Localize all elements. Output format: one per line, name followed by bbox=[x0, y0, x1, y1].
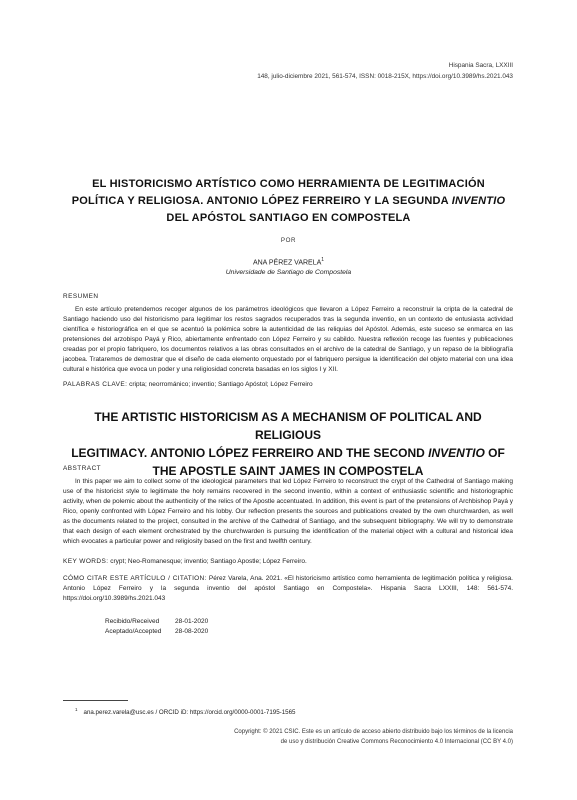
title-es-line-2: POLÍTICA Y RELIGIOSA. ANTONIO LÓPEZ FERREIRO Y LA SEGUNDA INVENTIO bbox=[71, 195, 506, 207]
author-name: ANA PÉREZ VARELA$^1$ bbox=[252, 257, 325, 267]
inventio-italic: INVENTIO bbox=[451, 195, 506, 207]
palabras-clave-values: cripta; neorrománico; inventio; Santiago Apóstol; López Ferreiro bbox=[129, 381, 313, 388]
dates-block bbox=[105, 617, 208, 637]
inventio-italic-en: INVENTIO bbox=[428, 446, 485, 460]
title-en-line-2: LEGITIMACY. ANTONIO LÓPEZ FERREIRO AND THE SECOND INVENTIO OF bbox=[71, 446, 505, 460]
key-words-label: KEY WORDS: bbox=[63, 558, 109, 565]
abstract-heading: ABSTRACT bbox=[63, 465, 102, 472]
citation-label: CÓMO CITAR ESTE ARTÍCULO / CITATION: bbox=[63, 575, 207, 582]
title-en-line-3: THE APOSTLE SAINT JAMES IN COMPOSTELA bbox=[152, 464, 424, 478]
key-words-values: crypt; Neo-Romanesque; inventio; Santiago Apostle; López Ferreiro. bbox=[110, 558, 307, 565]
title-es-line-1: EL HISTORICISMO ARTÍSTICO COMO HERRAMIENTA DE LEGITIMACIÓN bbox=[92, 178, 485, 190]
key-words bbox=[63, 557, 513, 567]
date-accepted: Aceptado/Accepted 28-08-2020 bbox=[105, 628, 209, 635]
issue-line: 148, julio-diciembre 2021, 561-574, ISSN: 0018-215X, https://doi.org/10.3989/hs.2021.043 bbox=[257, 73, 513, 80]
running-header bbox=[257, 60, 513, 82]
citation-text: Pérez Varela, Ana. 2021. «El historicismo artístico como herramienta de legitimación política y religiosa. Antonio López Ferreiro y la segunda inventio del apóstol Santiago en Compostela». Hispania Sacra LXXIII, 148: 561-574. https://doi.org/10.3989/hs.2021.043 bbox=[63, 575, 513, 602]
footnote bbox=[75, 707, 295, 716]
date-received: Recibido/Received 28-01-2020 bbox=[105, 618, 209, 625]
resumen-text: En este artículo pretendemos recoger algunos de los parámetros ideológicos que llevaron a López Ferreiro a reconstruir la cripta de la catedral de Santiago haciendo uso del historicismo para legitimar los restos sagrados recuperados tras la segunda inventio, en un contexto de entusiasta actividad científica e historiográfica en el que se acentuó la polémica sobre la autenticidad de las reliquias del Apóstol. Además, este suceso se enmarca en las pretensiones del arzobispo Payá y Rico, abiertamente enfrentado con López Ferreiro y su cabildo. Nuestra reflexión recoge las fuentes y publicaciones creadas por el propio fabriquero, los documentos relativos a las obras consultados en el archivo de la catedral de Santiago, y un repaso de la bibliografía jacobea. Trataremos de demostrar que el diseño de cada elemento orquestado por el fabriquero persigue la identificación del objeto material con una idea cultural e histórica que evoca un poder y una religiosidad concreta basadas en los siglos I y XII. bbox=[63, 306, 513, 373]
por-label: POR bbox=[280, 237, 297, 244]
footnote-divider bbox=[63, 700, 128, 701]
journal-name: Hispania Sacra, LXXIII bbox=[448, 62, 513, 69]
title-en-line-1: THE ARTISTIC HISTORICISM AS A MECHANISM OF POLITICAL AND RELIGIOUS bbox=[94, 410, 482, 442]
footnote-mark: 1 bbox=[75, 707, 78, 712]
title-english bbox=[63, 408, 513, 480]
palabras-clave bbox=[63, 380, 513, 390]
resumen-heading: RESUMEN bbox=[63, 293, 99, 300]
title-es-line-3: DEL APÓSTOL SANTIAGO EN COMPOSTELA bbox=[166, 212, 411, 224]
citation bbox=[63, 574, 513, 604]
footnote-text: ana.perez.varela@usc.es / ORCID iD: https://orcid.org/0000-0001-7195-1565 bbox=[83, 709, 296, 717]
palabras-clave-label: PALABRAS CLAVE: bbox=[63, 381, 128, 388]
author-affiliation: Universidade de Santiago de Compostela bbox=[225, 269, 352, 276]
author-footnote-mark: 1 bbox=[321, 257, 325, 263]
abstract-text: In this paper we aim to collect some of the ideological parameters that led López Ferreiro to reconstruct the crypt of the Cathedral of Santiago making use of the historicist style to legitimate the holy remains recovered in the second inventio, within a context of enthusiastic scientific and historiographic activity, when de polemic about the authenticity of the relics of the Apostle accentuated. In addition, this event is part of the pretensions of Archbishop Payá y Rico, openly confronted with López Ferreiro and his lobby. Our reflection presents the sources and publications created by the own churchwarden, as well as the documents related to the project, consulted in the archive of the Cathedral of Santiago, and the subsequent bibliography. We will try to demonstrate that each design of each element orchestrated by the churchwarden is pursuing the identification of the material object with a cultural and historical idea which evocates a particular power and religiosity based on the first and twelfth century. bbox=[63, 478, 513, 545]
title-spanish bbox=[70, 176, 507, 227]
copyright-notice: Copyright: © 2021 CSIC. Este es un artículo de acceso abierto distribuido bajo los términos de la licencia de uso y distribución Creative Commons Reconocimiento 4.0 Internacional (CC BY 4.0) bbox=[234, 729, 513, 745]
